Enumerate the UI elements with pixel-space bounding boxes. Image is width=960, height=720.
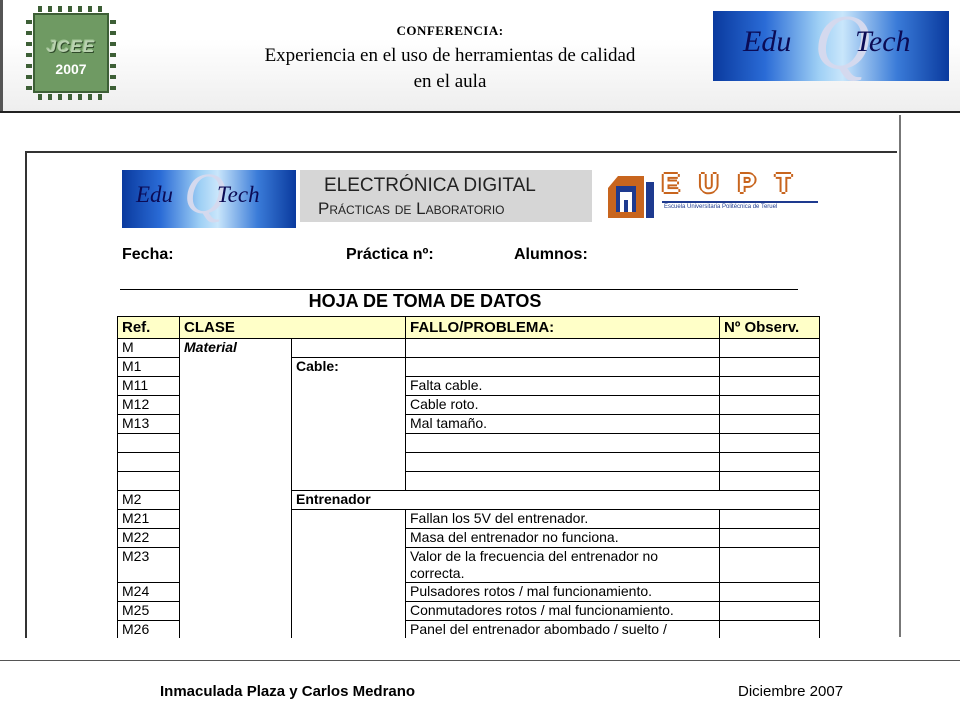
cell-category (180, 510, 292, 529)
jcee-chip-body (33, 13, 109, 93)
table-row (118, 529, 820, 548)
cell-category (180, 602, 292, 621)
jcee-logo-name: JCEE (46, 37, 96, 56)
cell-ref: M12 (118, 396, 180, 415)
cell-ref: M13 (118, 415, 180, 434)
table-row (118, 453, 820, 472)
cell-fault: Conmutadores rotos / mal funcionamiento. (406, 602, 720, 621)
cell-ref: M22 (118, 529, 180, 548)
header-ref: Ref. (118, 317, 180, 339)
cell-group (292, 472, 406, 491)
cell-fault (406, 339, 720, 358)
cell-category (180, 377, 292, 396)
cell-ref: M1 (118, 358, 180, 377)
table-row (118, 358, 820, 377)
subject-banner (300, 170, 592, 222)
cell-fault: Masa del entrenador no funciona. (406, 529, 720, 548)
conference-title (225, 43, 675, 95)
cell-category: Material (180, 339, 292, 358)
table-row (118, 396, 820, 415)
cell-group (292, 602, 406, 621)
cell-category (180, 529, 292, 548)
table-row (118, 491, 820, 510)
eupt-subtitle: Escuela Universitaria Politécnica de Teruel (664, 204, 778, 210)
cell-observ (720, 602, 820, 621)
cell-category (180, 453, 292, 472)
cell-observ (720, 358, 820, 377)
cell-category (180, 434, 292, 453)
eupt-logo (604, 170, 818, 222)
footer-authors: Inmaculada Plaza y Carlos Medrano (160, 683, 416, 700)
table-row (118, 548, 820, 583)
cell-fault: Fallan los 5V del entrenador. (406, 510, 720, 529)
data-table (117, 316, 820, 638)
jcee-2007-logo (24, 4, 118, 102)
cell-category (180, 583, 292, 602)
table-row (118, 339, 820, 358)
eduqtech-logo-document (122, 170, 296, 228)
cell-group (292, 377, 406, 396)
cell-fault: Panel del entrenador abombado / suelto / (406, 621, 720, 639)
cell-observ (720, 529, 820, 548)
cell-observ (720, 583, 820, 602)
cell-ref: M24 (118, 583, 180, 602)
cell-category (180, 472, 292, 491)
eduqtech-logo-header (713, 11, 949, 81)
cell-ref: M26 (118, 621, 180, 639)
cell-ref: M23 (118, 548, 180, 583)
cell-observ (720, 510, 820, 529)
cell-observ (720, 377, 820, 396)
cell-fault (406, 453, 720, 472)
field-practica: Práctica nº: (346, 246, 434, 263)
eduqtech-tech-text: Tech (217, 182, 260, 207)
cell-ref (118, 472, 180, 491)
field-fecha: Fecha: (122, 246, 174, 263)
cell-group (292, 621, 406, 639)
cell-observ (720, 621, 820, 639)
cell-group (292, 510, 406, 529)
cell-fault: Falta cable. (406, 377, 720, 396)
table-row (118, 602, 820, 621)
header-left-border (0, 0, 3, 111)
eupt-building-icon (604, 172, 658, 220)
conference-title-line1: Experiencia en el uso de herramientas de calidad (264, 45, 636, 66)
cell-observ (720, 472, 820, 491)
table-row (118, 434, 820, 453)
cell-group: Entrenador (292, 491, 820, 510)
cell-ref: M21 (118, 510, 180, 529)
header-clase: CLASE (180, 317, 406, 339)
table-row (118, 583, 820, 602)
eduqtech-tech-text: Tech (855, 25, 911, 58)
conference-title-line2: en el aula (413, 71, 487, 92)
eduqtech-edu-text: Edu (136, 182, 174, 207)
eduqtech-edu-text: Edu (743, 25, 792, 58)
cell-category (180, 358, 292, 377)
cell-ref: M11 (118, 377, 180, 396)
cell-group (292, 548, 406, 583)
cell-category (180, 415, 292, 434)
table-row (118, 472, 820, 491)
table-row (118, 415, 820, 434)
eupt-letters: EUPT (662, 168, 812, 198)
header-fallo: FALLO/PROBLEMA: (406, 317, 720, 339)
cell-observ (720, 415, 820, 434)
cell-fault: Mal tamaño. (406, 415, 720, 434)
cell-fault (406, 358, 720, 377)
cell-fault (406, 472, 720, 491)
cell-group (292, 453, 406, 472)
table-row (118, 377, 820, 396)
conference-kicker: CONFERENCIA: (396, 23, 504, 38)
cell-fault: Pulsadores rotos / mal funcionamiento. (406, 583, 720, 602)
eduqtech-q-glyph: Q (814, 11, 871, 81)
footer-date: Diciembre 2007 (738, 683, 844, 700)
eduqtech-q-glyph: Q (184, 170, 226, 226)
cell-ref: M25 (118, 602, 180, 621)
cell-observ (720, 453, 820, 472)
cell-fault (406, 434, 720, 453)
cell-ref: M2 (118, 491, 180, 510)
cell-fault: Valor de la frecuencia del entrenador no correcta. (406, 548, 720, 583)
eupt-rule (662, 201, 818, 203)
data-sheet-document-image (0, 113, 900, 638)
document-rule (120, 289, 798, 290)
cell-observ (720, 434, 820, 453)
cell-ref: M (118, 339, 180, 358)
jcee-logo-year: 2007 (55, 61, 87, 77)
cell-group (292, 415, 406, 434)
cell-category (180, 396, 292, 415)
table-header-row (118, 317, 820, 339)
table-row (118, 621, 820, 639)
cell-category (180, 491, 292, 510)
subject-subtitle: Prácticas de Laboratorio (318, 199, 505, 218)
table-row (118, 510, 820, 529)
header-observ: Nº Observ. (720, 317, 820, 339)
cell-group: Cable: (292, 358, 406, 377)
slide-header (0, 0, 960, 113)
cell-observ (720, 339, 820, 358)
cell-fault: Cable roto. (406, 396, 720, 415)
footer-rule (0, 660, 960, 661)
cell-category (180, 548, 292, 583)
document-image-edge (899, 115, 901, 637)
cell-group (292, 583, 406, 602)
cell-observ (720, 396, 820, 415)
subject-title: ELECTRÓNICA DIGITAL (324, 175, 536, 196)
cell-group (292, 529, 406, 548)
cell-group (292, 434, 406, 453)
cell-group (292, 396, 406, 415)
cell-ref (118, 434, 180, 453)
cell-group (292, 339, 406, 358)
sheet-title: HOJA DE TOMA DE DATOS (308, 291, 542, 311)
cell-observ (720, 548, 820, 583)
field-alumnos: Alumnos: (514, 246, 588, 263)
cell-category (180, 621, 292, 639)
cell-ref (118, 453, 180, 472)
